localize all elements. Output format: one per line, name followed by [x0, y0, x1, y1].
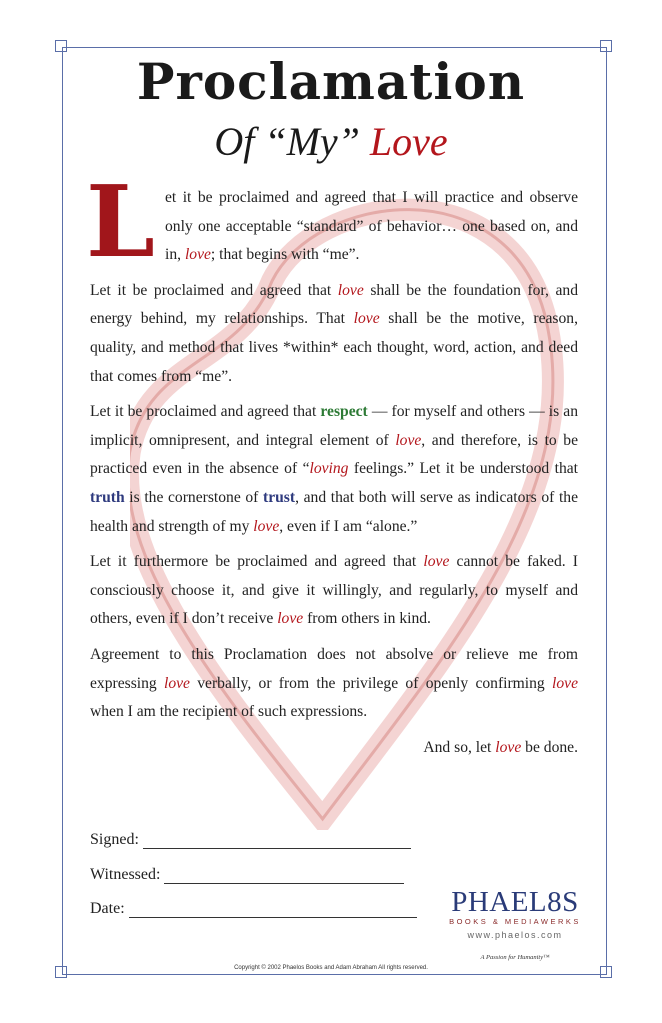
paragraph	[90, 184, 578, 270]
paragraph-text: , even if I am “alone.”	[279, 517, 418, 535]
witnessed-field[interactable]	[90, 865, 404, 884]
subtitle-love: Love	[369, 119, 448, 164]
paragraph-text: ; that begins with “me”.	[210, 246, 360, 264]
highlight-love: love	[163, 674, 190, 692]
copyright: Copyright © 2002 Phaelos Books and Adam Abraham All rights reserved.	[234, 965, 428, 971]
highlight-love: love	[184, 246, 211, 264]
paragraph-text: cannot be faked. I consciously choose it, and give it willingly, and regularly, to myself and others, even if I don’t receive	[90, 553, 578, 628]
date-line[interactable]	[129, 899, 417, 918]
paragraph-text: verbally, or from the privilege of openly confirming	[189, 674, 553, 692]
drop-cap: L	[86, 165, 155, 280]
logo-tagline: A Passion for Humanity™	[480, 954, 550, 961]
date-field[interactable]	[90, 899, 417, 918]
logo-name: PHAEL8S	[451, 886, 579, 918]
highlight-love: love	[495, 738, 522, 756]
paragraph-text: And so, let	[423, 738, 496, 756]
paragraph-text: , and that both will serve as indicators of the health and strength of my	[90, 488, 578, 535]
phaelos-logo	[440, 887, 590, 961]
paragraph-text: Let it furthermore be proclaimed and agreed that	[90, 553, 424, 571]
highlight-love: love	[277, 610, 304, 628]
proclamation-body	[86, 165, 579, 769]
paragraph	[90, 277, 578, 391]
page-subtitle	[0, 118, 662, 165]
date-label: Date:	[90, 900, 125, 917]
paragraph	[90, 548, 578, 634]
page-title: Proclamation	[136, 52, 526, 111]
paragraph-text: from others in kind.	[303, 610, 431, 628]
paragraph-text: Agreement to this Proclamation does not absolve or relieve me from expressing	[90, 645, 578, 692]
paragraph-text: — for myself and others — is an implicit, omnipresent, and integral element of	[90, 403, 579, 449]
highlight-love: love	[552, 674, 578, 692]
witnessed-label: Witnessed:	[90, 866, 161, 883]
signed-label: Signed:	[90, 831, 139, 848]
paragraph	[90, 398, 578, 541]
logo-url[interactable]: www.phaelos.com	[467, 930, 563, 940]
highlight-trust: trust	[263, 488, 296, 506]
highlight-love: love	[337, 281, 364, 299]
paragraph-text: feelings.” Let it be understood that	[348, 460, 578, 478]
logo-subtitle: BOOKS & MEDIAWERKS	[449, 917, 581, 926]
paragraph-text: , and therefore, is to be practiced even in the absence of “	[90, 431, 578, 478]
paragraph-text: shall be the motive, reason, quality, and method that lives *within* each thought, word, action, and deed that comes from “me”.	[90, 310, 578, 385]
paragraph-text: Let it be proclaimed and agreed that	[90, 403, 321, 421]
highlight-respect: respect	[320, 403, 368, 421]
highlight-love: love	[253, 517, 280, 535]
highlight-love: love	[395, 431, 422, 449]
paragraph-text: is the cornerstone of	[124, 488, 264, 506]
paragraph-text: et it be proclaimed and agreed that I will practice and observe only one acceptable “standard” of behavior… one based on, and in,	[165, 189, 578, 264]
highlight-love: love	[353, 310, 380, 328]
paragraph-text: Let it be proclaimed and agreed that	[90, 281, 338, 299]
paragraph-text: be done.	[521, 738, 578, 756]
highlight-truth: truth	[90, 488, 125, 506]
corner-ornament	[600, 40, 612, 52]
paragraph-text: when I am the recipient of such expressions.	[90, 703, 368, 721]
witnessed-line[interactable]	[164, 865, 404, 884]
closing-line	[90, 734, 578, 763]
paragraph-text: shall be the foundation for, and energy behind, my relationships. That	[90, 281, 578, 328]
highlight-love: love	[423, 553, 450, 571]
signed-line[interactable]	[143, 830, 411, 849]
subtitle-text: Of “My”	[214, 119, 370, 164]
corner-ornament	[55, 40, 67, 52]
highlight-loving: loving	[309, 460, 349, 478]
paragraph	[90, 641, 578, 727]
signed-field[interactable]	[90, 830, 411, 849]
